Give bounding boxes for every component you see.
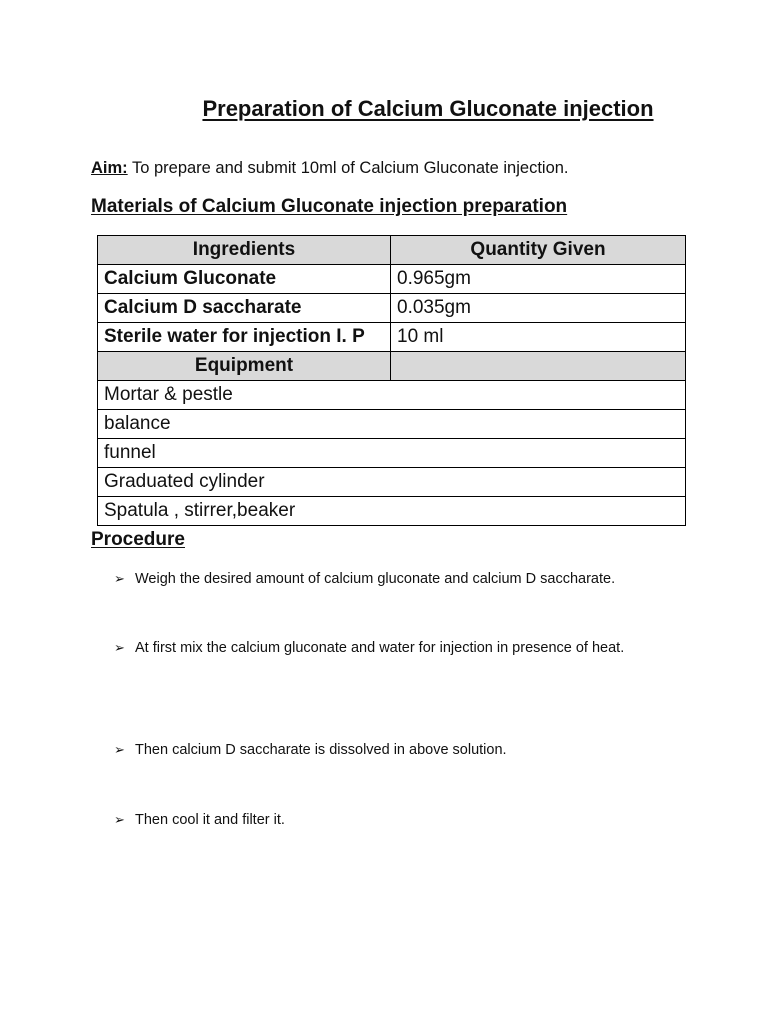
procedure-step-text: At first mix the calcium gluconate and water for injection in presence of heat. xyxy=(135,640,625,656)
equipment-header: Equipment xyxy=(98,352,391,381)
equipment-item: Spatula , stirrer,beaker xyxy=(98,497,686,526)
ingredient-quantity: 0.035gm xyxy=(391,294,686,323)
ingredient-name: Calcium D saccharate xyxy=(98,294,391,323)
arrow-bullet-icon: ➢ xyxy=(114,742,125,757)
table-row xyxy=(98,410,686,439)
equipment-item: Mortar & pestle xyxy=(98,381,686,410)
arrow-bullet-icon: ➢ xyxy=(114,571,125,586)
table-row xyxy=(98,265,686,294)
arrow-bullet-icon: ➢ xyxy=(114,812,125,827)
procedure-step-text: Then calcium D saccharate is dissolved in above solution. xyxy=(135,742,507,758)
table-row xyxy=(98,294,686,323)
ingredient-quantity: 10 ml xyxy=(391,323,686,352)
procedure-step xyxy=(114,571,615,587)
aim-line xyxy=(91,159,569,178)
ingredient-quantity: 0.965gm xyxy=(391,265,686,294)
ingredient-name: Sterile water for injection I. P xyxy=(98,323,391,352)
table-row xyxy=(98,468,686,497)
table-header-row xyxy=(98,236,686,265)
equipment-header-row xyxy=(98,352,686,381)
materials-heading: Materials of Calcium Gluconate injection preparation xyxy=(91,196,568,217)
procedure-step xyxy=(114,812,285,828)
procedure-step xyxy=(114,640,624,656)
procedure-step-text: Then cool it and filter it. xyxy=(135,812,285,828)
equipment-item: balance xyxy=(98,410,686,439)
aim-label: Aim: xyxy=(91,159,128,177)
procedure-step xyxy=(114,742,507,758)
table-row xyxy=(98,381,686,410)
equipment-item: Graduated cylinder xyxy=(98,468,686,497)
equipment-header-blank xyxy=(391,352,686,381)
ingredient-name: Calcium Gluconate xyxy=(98,265,391,294)
page-title: Preparation of Calcium Gluconate injection xyxy=(202,96,654,121)
equipment-item: funnel xyxy=(98,439,686,468)
table-row xyxy=(98,323,686,352)
ingredients-header: Ingredients xyxy=(98,236,391,265)
materials-table xyxy=(97,235,686,526)
quantity-header: Quantity Given xyxy=(391,236,686,265)
table-row xyxy=(98,439,686,468)
procedure-step-text: Weigh the desired amount of calcium gluconate and calcium D saccharate. xyxy=(135,571,616,587)
table-row xyxy=(98,497,686,526)
arrow-bullet-icon: ➢ xyxy=(114,640,125,655)
aim-text: To prepare and submit 10ml of Calcium Gluconate injection. xyxy=(127,159,569,177)
procedure-heading: Procedure xyxy=(91,529,185,550)
